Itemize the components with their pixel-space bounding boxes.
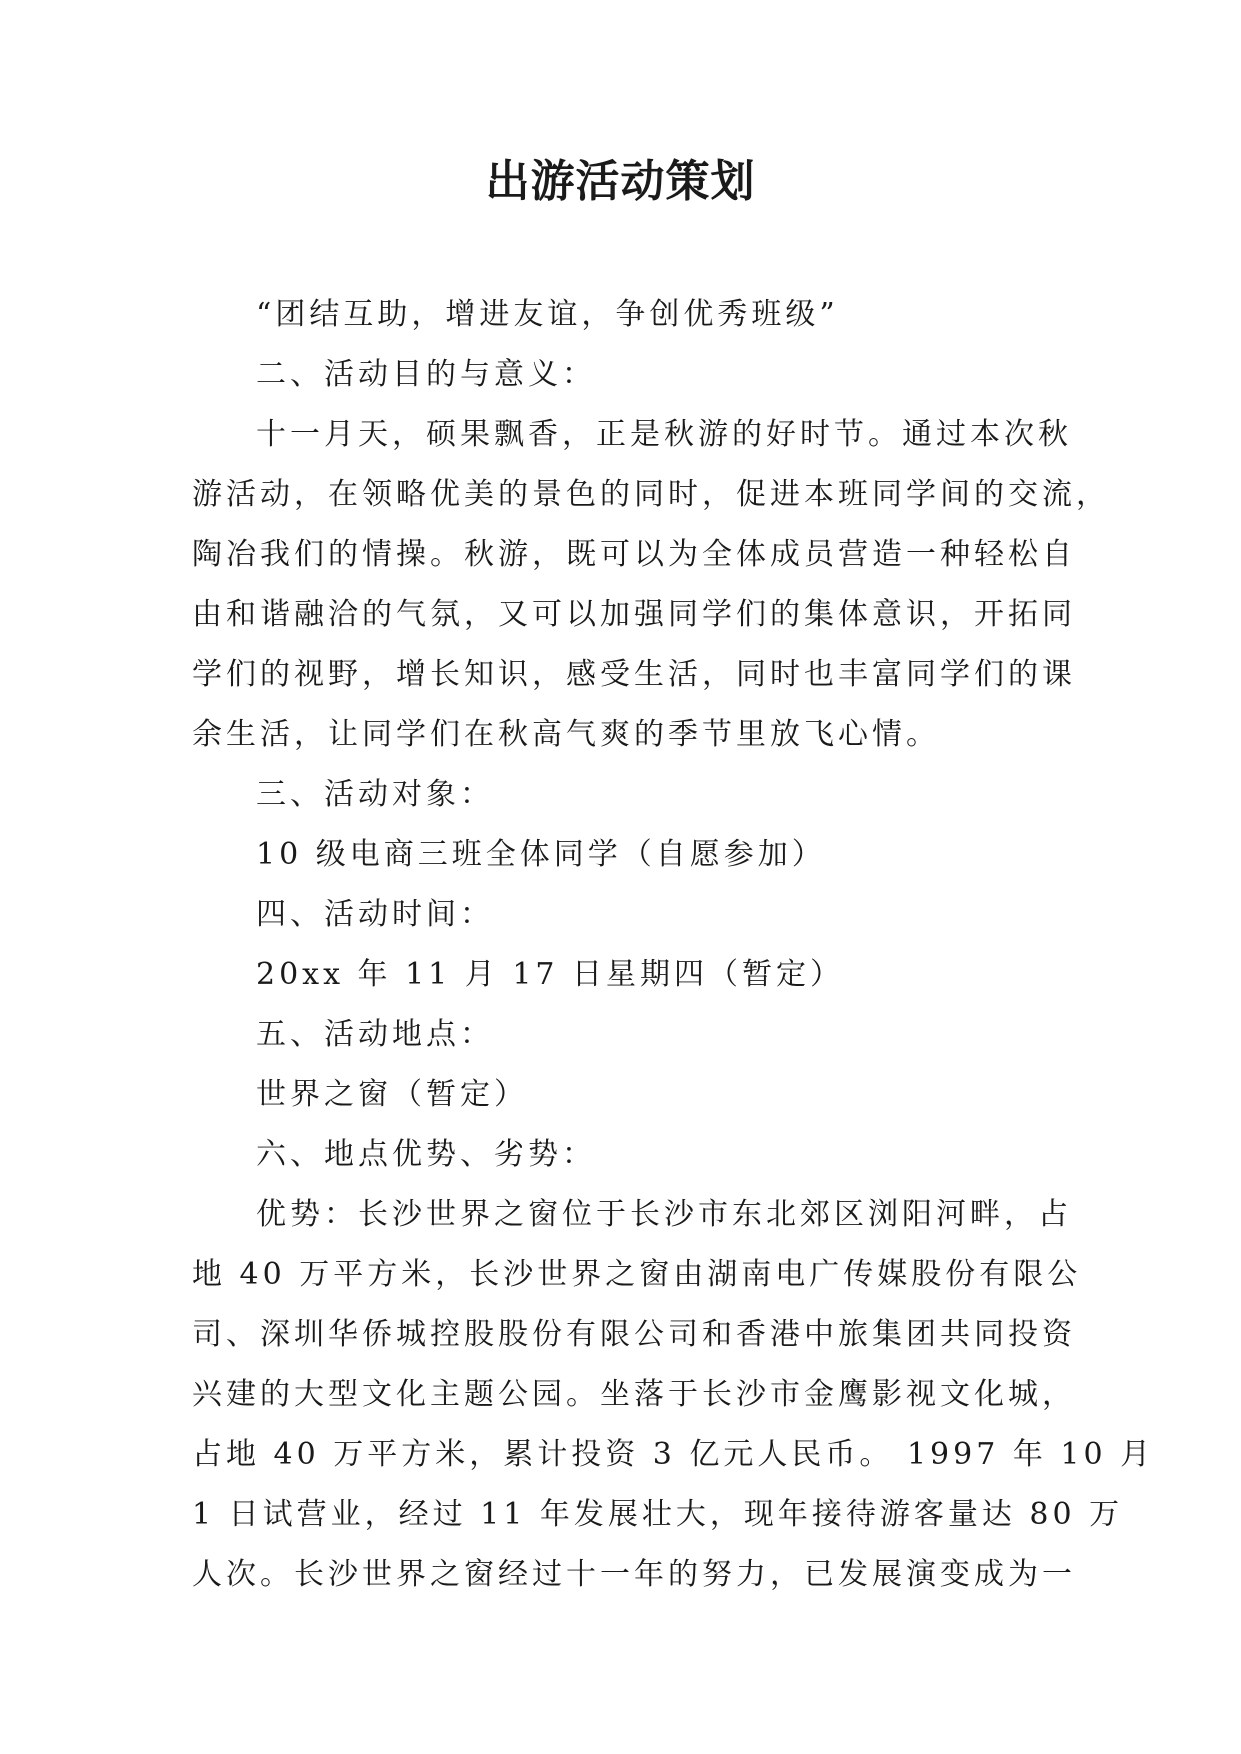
paragraph-line: 地 40 万平方米，长沙世界之窗由湖南电广传媒股份有限公	[192, 1257, 1082, 1292]
section-heading: 五、活动地点：	[256, 1017, 494, 1052]
section-heading: 二、活动目的与意义：	[256, 357, 596, 392]
paragraph-line: 优势：长沙世界之窗位于长沙市东北郊区浏阳河畔，占	[256, 1197, 1072, 1232]
section-heading: 六、地点优势、劣势：	[256, 1137, 596, 1172]
paragraph-line: 兴建的大型文化主题公园。坐落于长沙市金鹰影视文化城，	[192, 1377, 1076, 1412]
paragraph-line: 游活动，在领略优美的景色的同时，促进本班同学间的交流，	[192, 477, 1110, 512]
section-heading: 三、活动对象：	[256, 777, 494, 812]
paragraph-line: 20xx 年 11 月 17 日星期四（暂定）	[256, 957, 845, 992]
paragraph-line: 十一月天，硕果飘香，正是秋游的好时节。通过本次秋	[256, 417, 1072, 452]
paragraph-line: 学们的视野，增长知识，感受生活，同时也丰富同学们的课	[192, 657, 1076, 692]
paragraph-line: 10 级电商三班全体同学（自愿参加）	[256, 837, 826, 872]
document-body	[192, 285, 1155, 1605]
document-title: 出游活动策划	[485, 156, 756, 207]
paragraph-line: 余生活，让同学们在秋高气爽的季节里放飞心情。	[192, 717, 940, 752]
paragraph-line: 占地 40 万平方米，累计投资 3 亿元人民币。 1997 年 10 月	[192, 1437, 1155, 1472]
section-heading: 四、活动时间：	[256, 897, 494, 932]
paragraph-line: 1 日试营业，经过 11 年发展壮大，现年接待游客量达 80 万	[192, 1497, 1124, 1532]
paragraph-line: 人次。长沙世界之窗经过十一年的努力，已发展演变成为一	[192, 1557, 1076, 1592]
paragraph-line: “团结互助，增进友谊，争创优秀班级”	[256, 297, 839, 332]
paragraph-line: 由和谐融洽的气氛，又可以加强同学们的集体意识，开拓同	[192, 597, 1076, 632]
paragraph-line: 司、深圳华侨城控股股份有限公司和香港中旅集团共同投资	[192, 1317, 1076, 1352]
paragraph-line: 陶冶我们的情操。秋游，既可以为全体成员营造一种轻松自	[192, 537, 1076, 572]
paragraph-line: 世界之窗（暂定）	[256, 1077, 528, 1112]
